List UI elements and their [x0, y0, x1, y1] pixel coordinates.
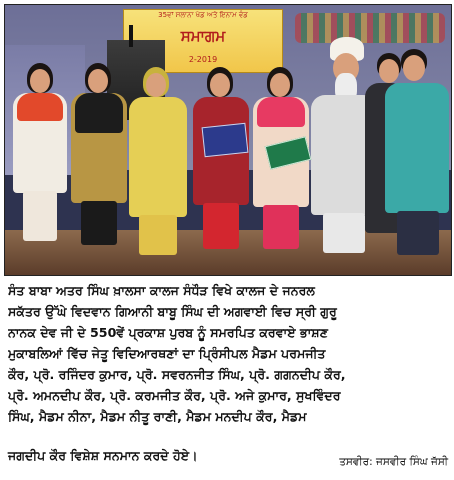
caption-line: ਸਕੱਤਰ ਉੱਘੇ ਵਿਦਵਾਨ ਗਿਆਨੀ ਬਾਬੂ ਸਿੰਘ ਦੀ ਅਗਵਾਈ ਵਿਚ ਸ੍ਰੀ ਗੁਰੂ — [8, 304, 337, 319]
caption-line: ਸੰਤ ਬਾਬਾ ਅਤਰ ਸਿੰਘ ਖ਼ਾਲਸਾ ਕਾਲਜ ਸੰਧੌੜ ਵਿਖੇ ਕਾਲਜ ਦੇ ਜਨਰਲ — [8, 283, 315, 298]
banner-title: ਸਮਾਗਮ — [180, 27, 226, 45]
caption-line: ਪ੍ਰੋ. ਅਮਨਦੀਪ ਕੌਰ, ਪ੍ਰੋ. ਕਰਮਜੀਤ ਕੌਰ, ਪ੍ਰੋ. ਅਜੇ ਕੁਮਾਰ, ਸੁਖਵਿੰਦਰ — [8, 388, 341, 403]
banner-heading: 35ਵਾਂ ਸਲਾਨਾ ਖੇਡ ਅਤੇ ਇਨਾਮ ਵੰਡ — [158, 11, 248, 19]
news-photo — [4, 4, 452, 276]
photo-credit: ਤਸਵੀਰ: ਜਸਵੀਰ ਸਿੰਘ ਜੱਸੀ — [339, 456, 448, 468]
microphone-icon — [129, 25, 133, 47]
caption-last-line: ਜਗਦੀਪ ਕੌਰ ਵਿਸ਼ੇਸ਼ ਸਨਮਾਨ ਕਰਦੇ ਹੋਏ। — [8, 448, 198, 463]
caption-line: ਸਿੰਘ, ਮੈਡਮ ਨੀਨਾ, ਮੈਡਮ ਨੀਤੂ ਰਾਣੀ, ਮੈਡਮ ਮਨਦੀਪ ਕੌਰ, ਮੈਡਮ — [8, 409, 307, 424]
news-caption — [8, 280, 448, 427]
banner-date: 2-2019 — [188, 55, 218, 64]
flower-garland — [295, 13, 445, 43]
caption-line: ਮੁਕਾਬਲਿਆਂ ਵਿੱਚ ਜੇਤੂ ਵਿਦਿਆਰਥਣਾਂ ਦਾ ਪ੍ਰਿੰਸੀਪਲ ਮੈਡਮ ਪਰਮਜੀਤ — [8, 346, 326, 361]
certificate-blue — [202, 123, 249, 157]
caption-line: ਕੌਰ, ਪ੍ਰੋ. ਰਜਿੰਦਰ ਕੁਮਾਰ, ਪ੍ਰੋ. ਸਵਰਨਜੀਤ ਸਿੰਘ, ਪ੍ਰੋ. ਗਗਨਦੀਪ ਕੌਰ, — [8, 367, 346, 382]
caption-line: ਨਾਨਕ ਦੇਵ ਜੀ ਦੇ 550ਵੇਂ ਪ੍ਰਕਾਸ਼ ਪੁਰਬ ਨੂੰ ਸਮਰਪਿਤ ਕਰਵਾਏ ਭਾਸ਼ਣ — [8, 325, 328, 340]
